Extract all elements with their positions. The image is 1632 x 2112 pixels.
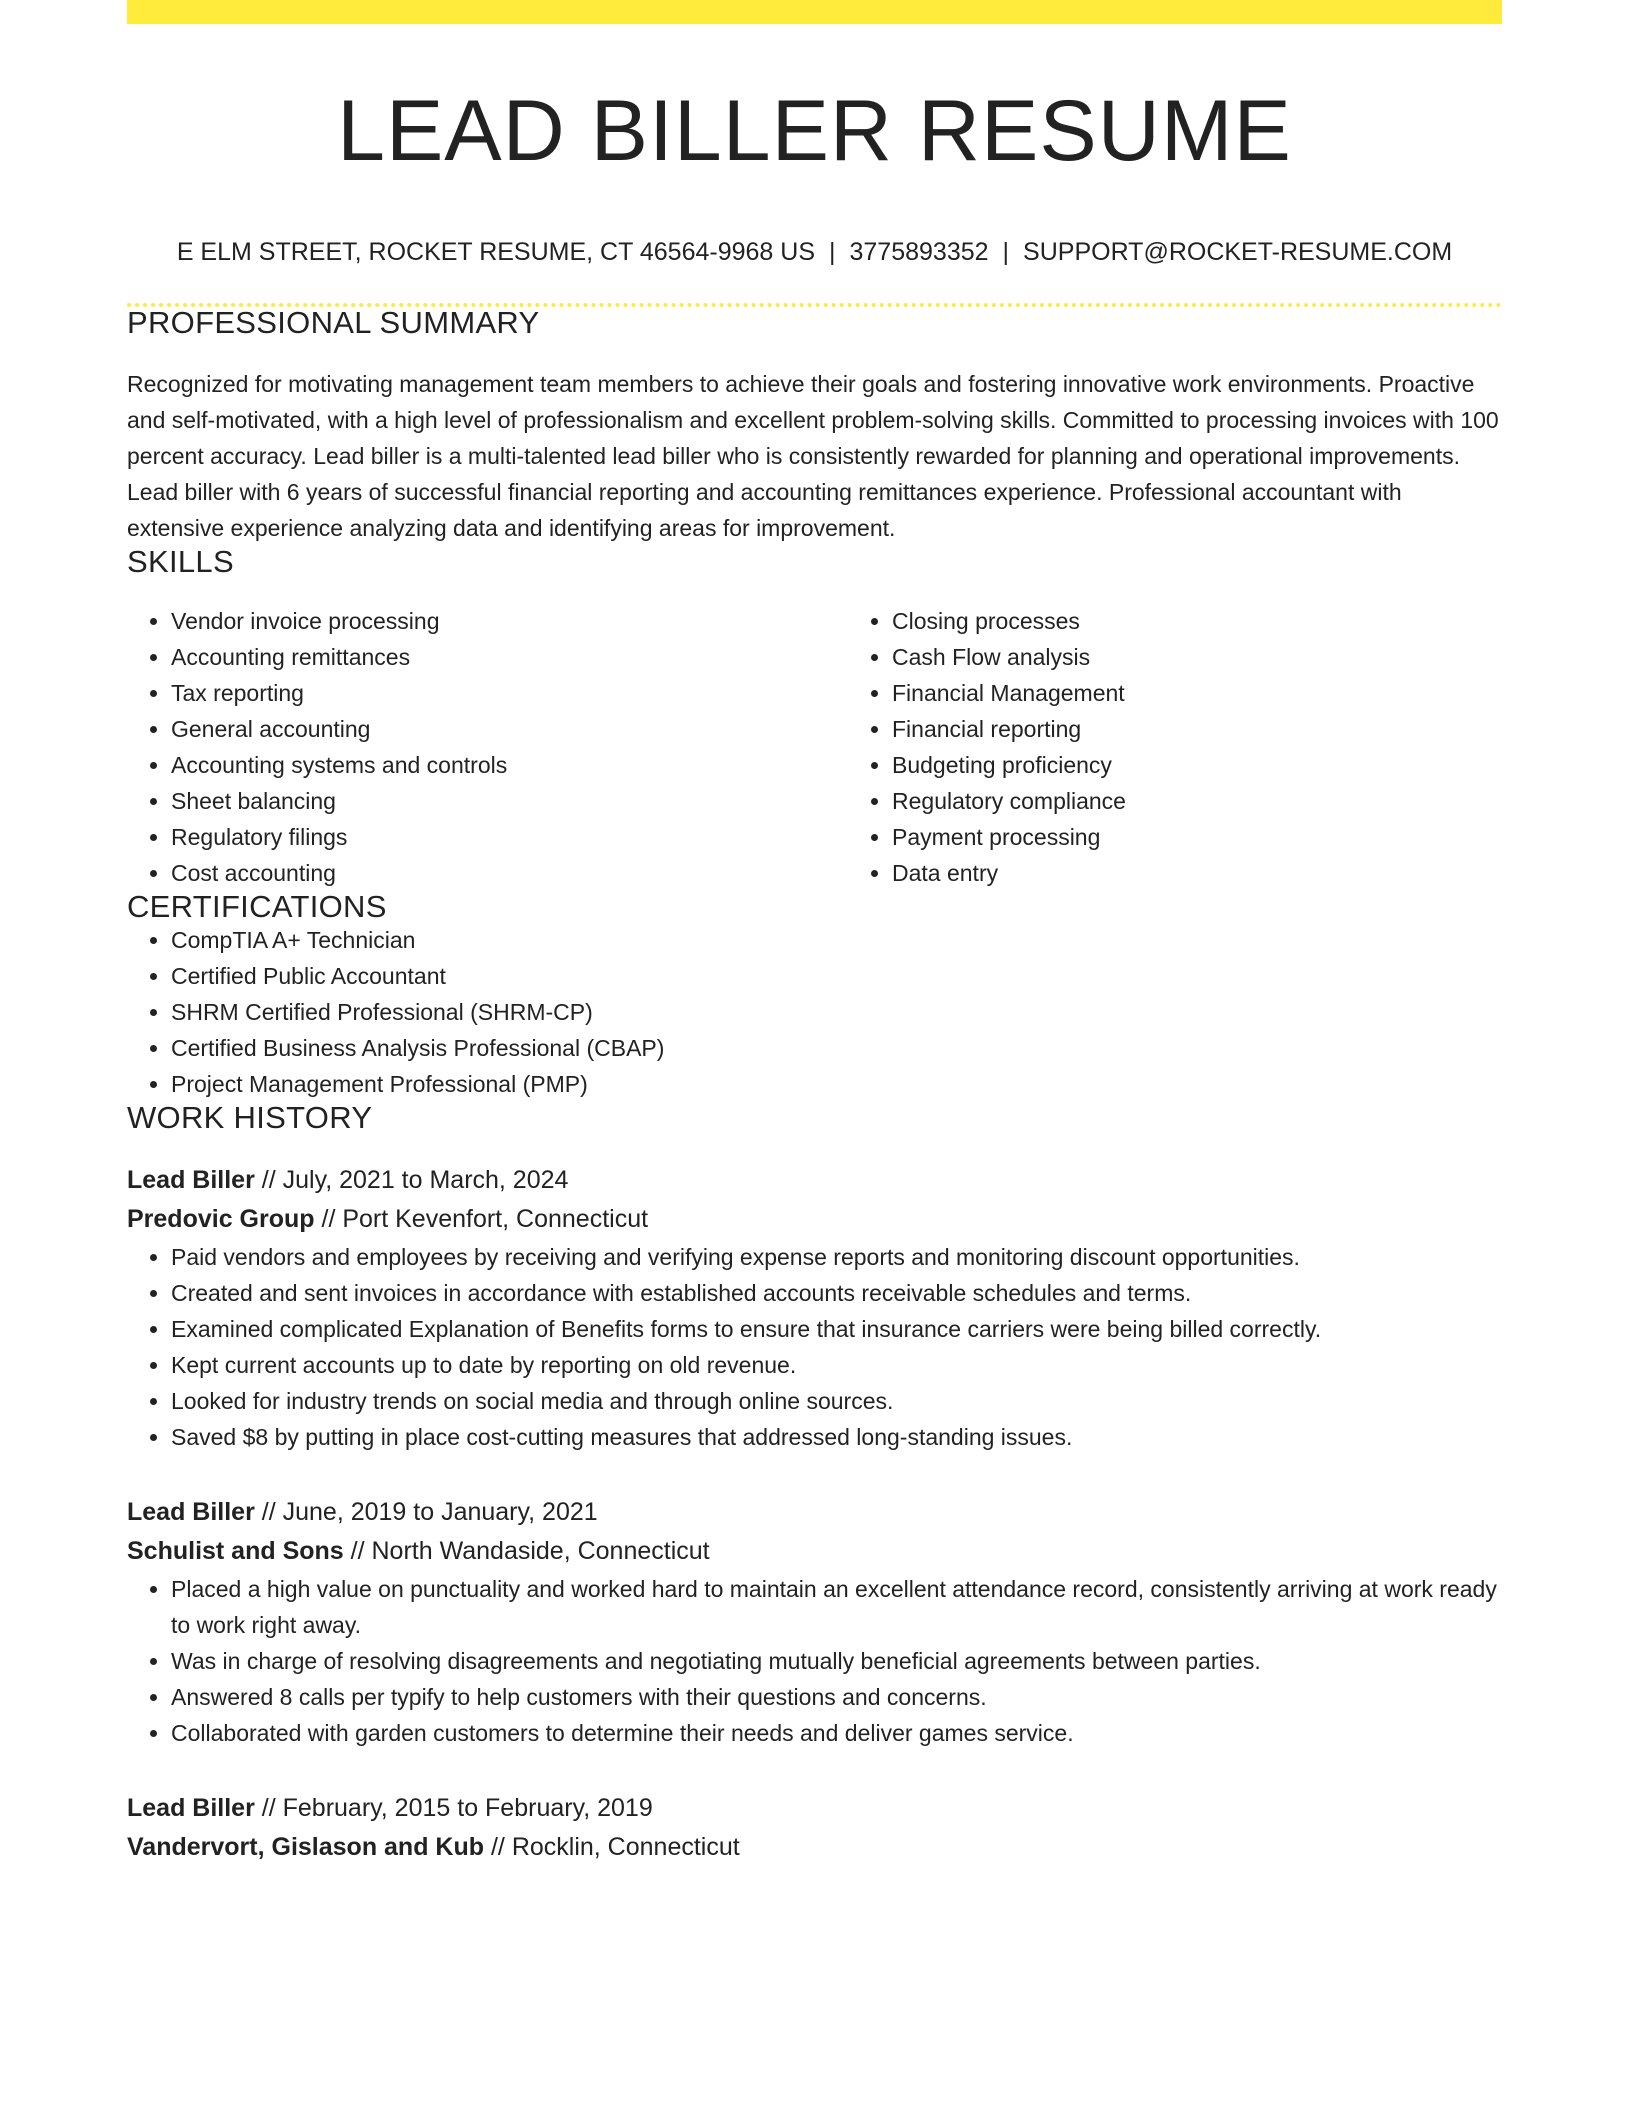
job-location: // Port Kevenfort, Connecticut <box>314 1205 649 1233</box>
job-company-line <box>127 1200 1502 1239</box>
skill-item: • Regulatory compliance <box>892 783 1569 819</box>
job-location: // Rocklin, Connecticut <box>484 1833 740 1861</box>
certification-item: • SHRM Certified Professional (SHRM-CP) <box>171 994 1502 1030</box>
job-bullet: • Paid vendors and employees by receiving and verifying expense reports and monitoring discount opportunities. <box>171 1239 1502 1275</box>
job-bullet: • Collaborated with garden customers to determine their needs and deliver games service. <box>171 1715 1502 1751</box>
certification-item: • Certified Business Analysis Professional (CBAP) <box>171 1030 1502 1066</box>
job-entry <box>127 1161 1502 1455</box>
skill-item: • Tax reporting <box>171 675 848 711</box>
job-bullet-list <box>127 1239 1502 1455</box>
contact-separator: | <box>1002 238 1010 266</box>
job-bullet: • Examined complicated Explanation of Benefits forms to ensure that insurance carriers were being billed correctly. <box>171 1311 1502 1347</box>
contact-line <box>127 240 1502 265</box>
contact-separator: | <box>829 238 836 266</box>
work-history-heading: WORK HISTORY <box>127 1100 373 1135</box>
job-dates: // February, 2015 to February, 2019 <box>254 1794 653 1822</box>
skill-item: • Sheet balancing <box>171 783 848 819</box>
skills-list-left <box>127 603 848 891</box>
certification-item: • CompTIA A+ Technician <box>171 922 1502 958</box>
skills-list-right <box>848 603 1569 891</box>
job-bullet: • Looked for industry trends on social media and through online sources. <box>171 1383 1502 1419</box>
job-dates: // June, 2019 to January, 2021 <box>254 1498 598 1526</box>
skill-item: • Payment processing <box>892 819 1569 855</box>
job-location: // North Wandaside, Connecticut <box>343 1537 710 1565</box>
skills-heading: SKILLS <box>127 544 234 579</box>
skill-item: • Accounting remittances <box>171 639 848 675</box>
job-bullet: • Answered 8 calls per typify to help customers with their questions and concerns. <box>171 1679 1502 1715</box>
skill-item: • General accounting <box>171 711 848 747</box>
skill-item: • Financial Management <box>892 675 1569 711</box>
skill-item: • Data entry <box>892 855 1569 891</box>
resume-page <box>127 0 1502 1867</box>
job-bullet: • Kept current accounts up to date by reporting on old revenue. <box>171 1347 1502 1383</box>
job-title-line <box>127 1789 1502 1828</box>
job-company: Vandervort, Gislason and Kub <box>127 1833 485 1861</box>
job-title: Lead Biller <box>127 1498 255 1526</box>
job-entry <box>127 1789 1502 1867</box>
job-title: Lead Biller <box>127 1166 255 1194</box>
skill-item: • Cost accounting <box>171 855 848 891</box>
job-title: Lead Biller <box>127 1794 255 1822</box>
certification-item: • Certified Public Accountant <box>171 958 1502 994</box>
summary-heading: PROFESSIONAL SUMMARY <box>127 305 540 340</box>
job-dates: // July, 2021 to March, 2024 <box>254 1166 569 1194</box>
job-title-line <box>127 1493 1502 1532</box>
job-bullet: • Saved $8 by putting in place cost-cutting measures that addressed long-standing issues. <box>171 1419 1502 1455</box>
resume-name: LEAD BILLER RESUME <box>337 83 1292 179</box>
job-company: Predovic Group <box>127 1205 315 1233</box>
certification-item: • Project Management Professional (PMP) <box>171 1066 1502 1102</box>
skill-item: • Closing processes <box>892 603 1569 639</box>
skills-columns <box>127 603 1502 891</box>
job-company-line <box>127 1532 1502 1571</box>
job-bullet: • Placed a high value on punctuality and worked hard to maintain an excellent attendance record, consistently arriving at work ready to work right away. <box>171 1571 1502 1643</box>
skill-item: • Financial reporting <box>892 711 1569 747</box>
certifications-heading: CERTIFICATIONS <box>127 889 387 924</box>
accent-top-bar <box>127 0 1502 24</box>
summary-paragraph: Recognized for motivating management team members to achieve their goals and fostering innovative work environments. Proactive and self-motivated, with a high level of professionalism and excellent problem-solving skills. Committed to processing invoices with 100 percent accuracy. Lead biller is a multi-talented lead biller who is consistently rewarded for planning and operational improvements. Lead biller with 6 years of successful financial reporting and accounting remittances experience. Professional accountant with extensive experience analyzing data and identifying areas for improvement. <box>127 371 1499 541</box>
skill-item: • Cash Flow analysis <box>892 639 1569 675</box>
skill-item: • Accounting systems and controls <box>171 747 848 783</box>
job-company-line <box>127 1828 1502 1867</box>
contact-address: E ELM STREET, ROCKET RESUME, CT 46564-9968 US <box>176 238 815 266</box>
job-bullet: • Was in charge of resolving disagreements and negotiating mutually beneficial agreements between parties. <box>171 1643 1502 1679</box>
skill-item: • Vendor invoice processing <box>171 603 848 639</box>
contact-phone[interactable]: 3775893352 <box>849 238 989 266</box>
contact-email[interactable]: SUPPORT@ROCKET-RESUME.COM <box>1023 238 1453 266</box>
job-bullet: • Created and sent invoices in accordance with established accounts receivable schedules and terms. <box>171 1275 1502 1311</box>
job-title-line <box>127 1161 1502 1200</box>
job-entry <box>127 1493 1502 1751</box>
certifications-list <box>127 922 1502 1102</box>
skill-item: • Regulatory filings <box>171 819 848 855</box>
job-company: Schulist and Sons <box>127 1537 344 1565</box>
skill-item: • Budgeting proficiency <box>892 747 1569 783</box>
job-bullet-list <box>127 1571 1502 1751</box>
